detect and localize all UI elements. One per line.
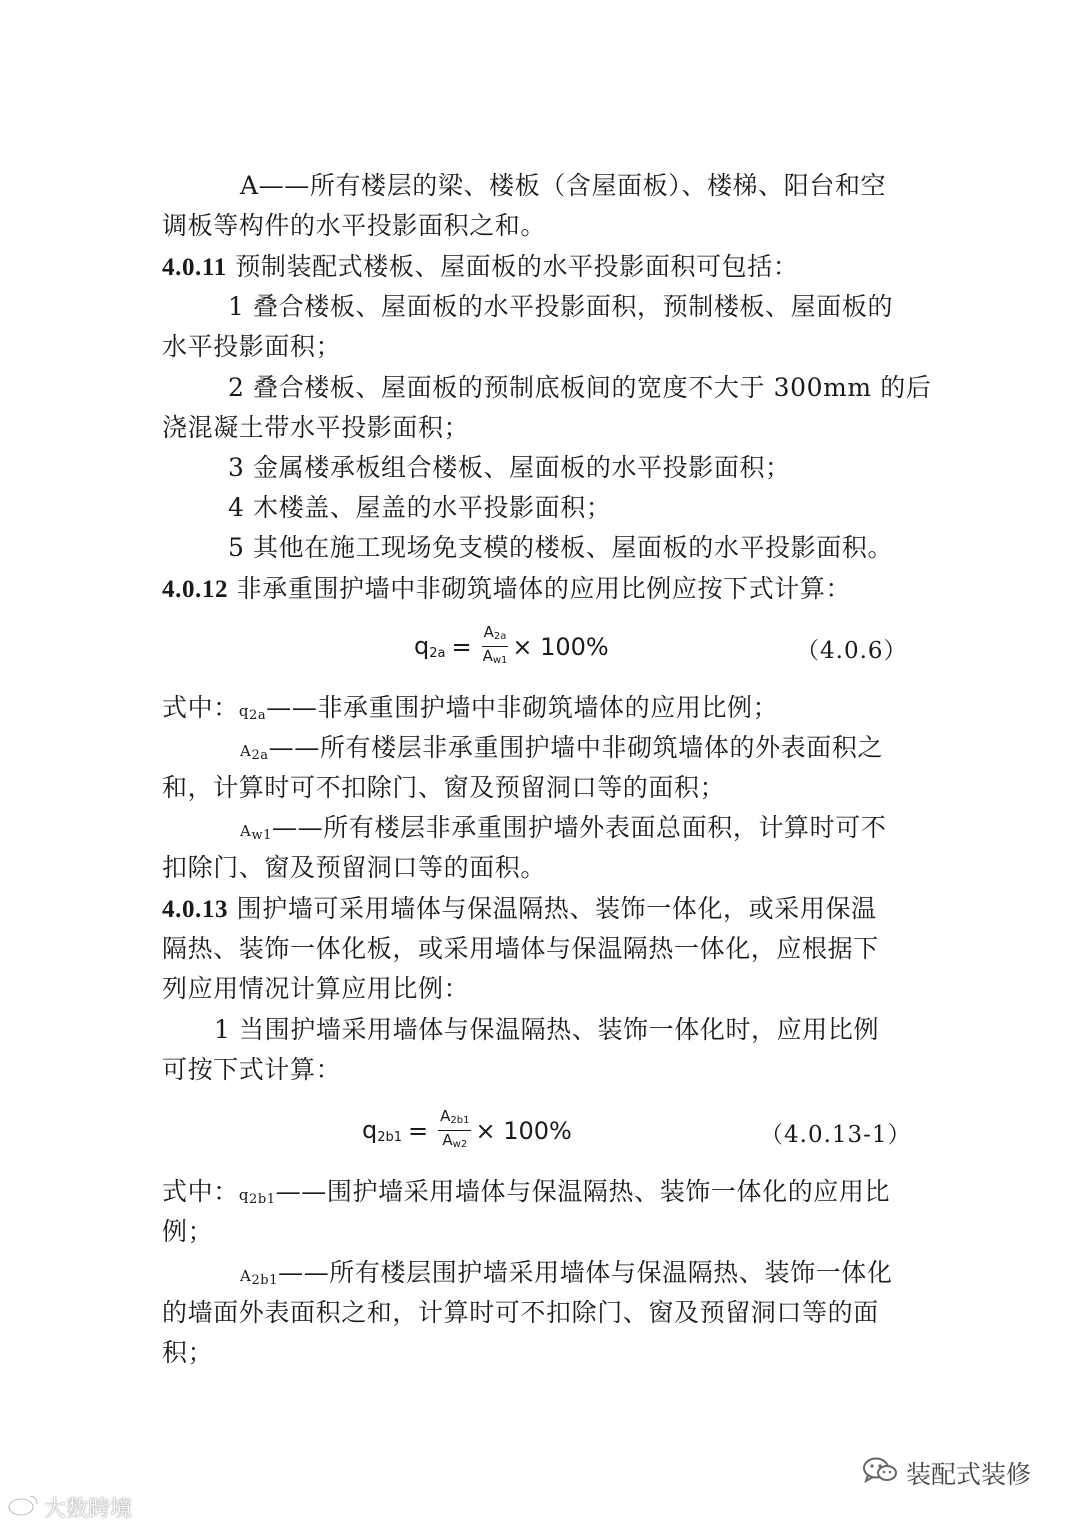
- where-line-cont: 例；: [162, 1217, 214, 1246]
- fraction: [482, 624, 509, 669]
- where-line-cont: 和，计算时可不扣除门、窗及预留洞口等的面积；: [162, 773, 726, 802]
- clause-4-0-13: [162, 889, 877, 930]
- wechat-icon: [862, 1456, 898, 1490]
- percent-factor: × 100%: [512, 632, 609, 661]
- para-line: 调板等构件的水平投影面积之和。: [162, 211, 547, 240]
- equals-sign: =: [451, 632, 472, 661]
- where-line: 式中：$q_{2b1}——$围护墙采用墙体与保温隔热、装饰一体化的应用比: [162, 1177, 891, 1207]
- list-item: 1 叠合楼板、屋面板的水平投影面积，预制楼板、屋面板的: [228, 292, 894, 321]
- where-line: $A_{2b1}——$所有楼层围护墙采用墙体与保温隔热、装饰一体化: [240, 1258, 893, 1288]
- formula-4-0-13-1: [362, 1108, 572, 1153]
- formula-lhs: $q_{2a}$: [414, 632, 446, 661]
- para-line: 隔热、装饰一体化板，或采用墙体与保温隔热一体化，应根据下: [162, 934, 879, 963]
- clause-text: 围护墙可采用墙体与保温隔热、装饰一体化，或采用保温: [228, 894, 877, 923]
- percent-factor: × 100%: [475, 1116, 572, 1145]
- list-item-cont: 浇混凝土带水平投影面积；: [162, 413, 470, 442]
- watermark-text: 大数跨境: [44, 1497, 133, 1522]
- clause-text: 预制装配式楼板、屋面板的水平投影面积可包括：: [226, 252, 799, 281]
- where-line: 式中：$q_{2a}——$非承重围护墙中非砌筑墙体的应用比例；: [162, 693, 779, 723]
- numerator: A2b1: [438, 1108, 471, 1131]
- list-item-cont: 水平投影面积；: [162, 332, 342, 361]
- watermark-text: 装配式装修: [906, 1460, 1032, 1489]
- denominator: Aw2: [442, 1131, 468, 1150]
- equation-number: （4.0.13-1）: [760, 1122, 912, 1148]
- clause-4-0-12: [162, 569, 851, 610]
- where-line-cont: 的墙面外表面积之和，计算时可不扣除门、窗及预留洞口等的面: [162, 1298, 879, 1327]
- where-line-cont: 扣除门、窗及预留洞口等的面积。: [162, 853, 547, 882]
- equals-sign: =: [408, 1116, 429, 1145]
- fraction: [438, 1108, 471, 1153]
- list-item: 3 金属楼承板组合楼板、屋面板的水平投影面积；: [228, 453, 791, 482]
- formula-4-0-6: [414, 624, 609, 669]
- where-line-cont: 积；: [162, 1338, 214, 1367]
- where-line: $A_{2a}——$所有楼层非承重围护墙中非砌筑墙体的外表面积之: [240, 733, 884, 763]
- numerator: A2a: [482, 624, 509, 647]
- where-line: $A_{w1}——$所有楼层非承重围护墙外表面总面积，计算时可不: [240, 813, 887, 843]
- formula-lhs: $q_{2b1}$: [362, 1116, 403, 1145]
- list-item-cont: 可按下式计算：: [162, 1055, 342, 1084]
- weibo-icon: [6, 1493, 40, 1523]
- equation-number: （4.0.6）: [796, 638, 908, 664]
- list-item: 5 其他在施工现场免支模的楼板、屋面板的水平投影面积。: [228, 533, 894, 562]
- clause-number: 4.0.12: [162, 576, 229, 603]
- para-line: A——所有楼层的梁、楼板（含屋面板）、楼梯、阳台和空: [240, 171, 887, 200]
- watermark-weibo: [6, 1492, 132, 1523]
- clause-4-0-11: [162, 247, 798, 288]
- list-item: 2 叠合楼板、屋面板的预制底板间的宽度不大于 300mm 的后: [228, 373, 932, 402]
- clause-number: 4.0.13: [162, 896, 229, 923]
- list-item: 4 木楼盖、屋盖的水平投影面积；: [228, 493, 612, 522]
- para-line: 列应用情况计算应用比例：: [162, 974, 470, 1003]
- list-item: 1 当围护墙采用墙体与保温隔热、装饰一体化时，应用比例: [214, 1015, 880, 1044]
- denominator: Aw1: [482, 647, 508, 666]
- watermark-wechat: [862, 1455, 1031, 1491]
- clause-text: 非承重围护墙中非砌筑墙体的应用比例应按下式计算：: [228, 574, 852, 603]
- clause-number: 4.0.11: [162, 254, 227, 281]
